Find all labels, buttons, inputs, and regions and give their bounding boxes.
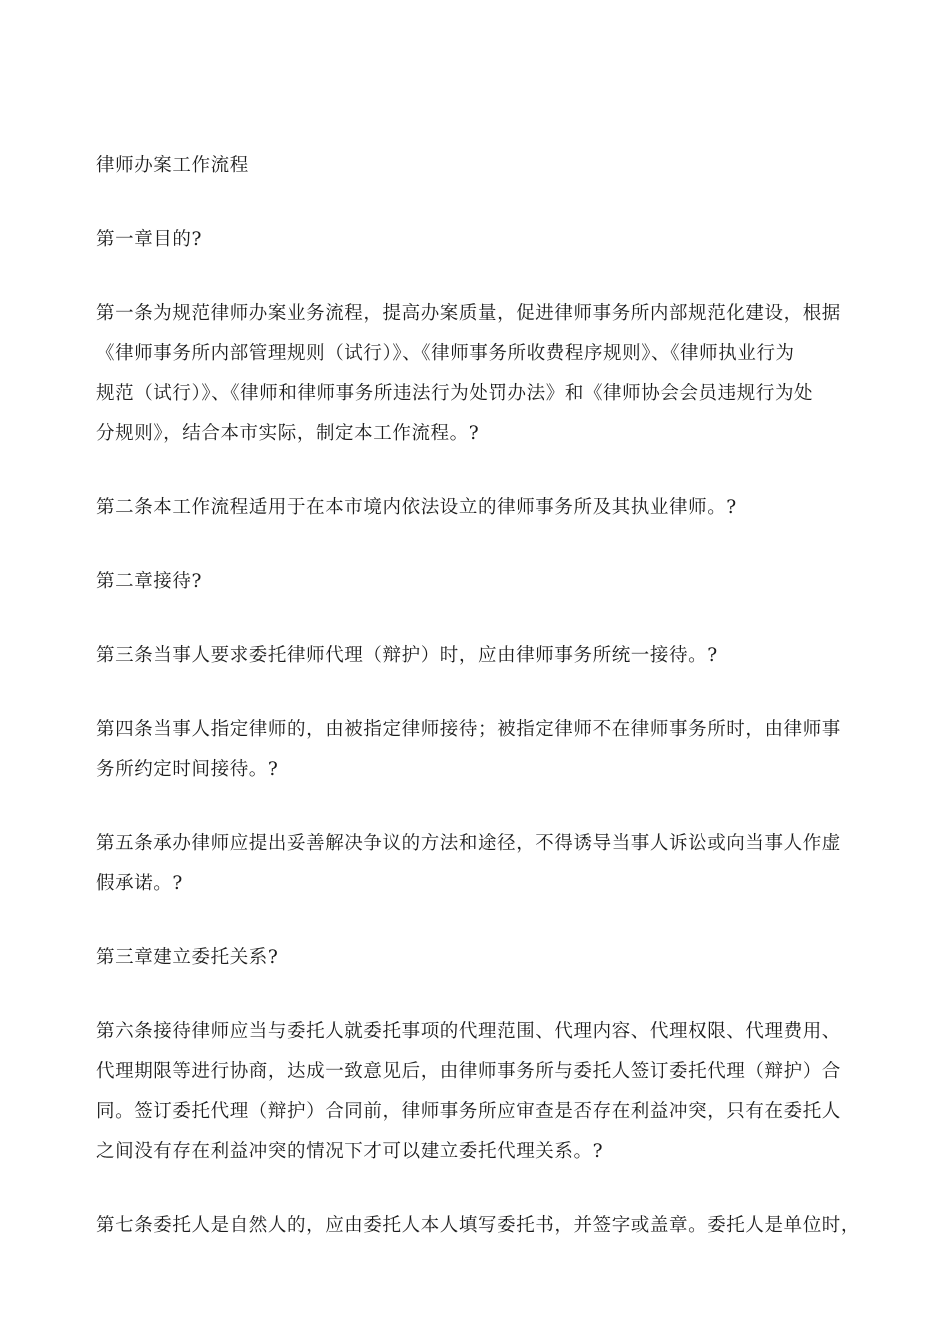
paragraph <box>96 710 848 790</box>
paragraph-line: 第三条当事人要求委托律师代理（辩护）时，应由律师事务所统一接待。? <box>96 645 718 666</box>
paragraph-line: 分规则》，结合本市实际，制定本工作流程。? <box>96 423 480 444</box>
paragraph-line: 第六条接待律师应当与委托人就委托事项的代理范围、代理内容、代理权限、代理费用、 <box>96 1021 841 1042</box>
paragraph-line: 务所约定时间接待。? <box>96 759 279 780</box>
paragraph <box>96 824 848 904</box>
paragraph <box>96 636 848 676</box>
paragraph-line: 之间没有存在利益冲突的情况下才可以建立委托代理关系。? <box>96 1141 604 1162</box>
paragraph <box>96 938 848 978</box>
paragraph-line: 同。签订委托代理（辩护）合同前，律师事务所应审查是否存在利益冲突，只有在委托人 <box>96 1101 841 1122</box>
paragraph-line: 代理期限等进行协商，达成一致意见后，由律师事务所与委托人签订委托代理（辩护）合 <box>96 1061 841 1082</box>
paragraph-line: 《律师事务所内部管理规则（试行）》、《律师事务所收费程序规则》、《律师执业行为 <box>96 343 795 364</box>
paragraph-list <box>96 220 861 1246</box>
paragraph-line: 第四条当事人指定律师的，由被指定律师接待；被指定律师不在律师事务所时，由律师事 <box>96 719 841 740</box>
paragraph-line: 第三章建立委托关系? <box>96 947 279 968</box>
paragraph <box>96 220 848 260</box>
paragraph-line: 第一条为规范律师办案业务流程，提高办案质量，促进律师事务所内部规范化建设，根据 <box>96 303 841 324</box>
document-body <box>96 146 861 1280</box>
paragraph-line: 第七条委托人是自然人的，应由委托人本人填写委托书，并签字或盖章。委托人是单位时， <box>96 1215 861 1236</box>
paragraph-line: 第一章目的? <box>96 229 203 250</box>
paragraph-line: 第二条本工作流程适用于在本市境内依法设立的律师事务所及其执业律师。? <box>96 497 737 518</box>
paragraph-line: 假承诺。? <box>96 873 183 894</box>
paragraph <box>96 488 848 528</box>
paragraph <box>96 1206 861 1246</box>
paragraph-line: 规范（试行）》、《律师和律师事务所违法行为处罚办法》和《律师协会会员违规行为处 <box>96 383 814 404</box>
paragraph <box>96 1012 848 1172</box>
paragraph <box>96 294 848 454</box>
document-title: 律师办案工作流程 <box>96 155 249 176</box>
paragraph-line: 第二章接待? <box>96 571 203 592</box>
paragraph-line: 第五条承办律师应提出妥善解决争议的方法和途径，不得诱导当事人诉讼或向当事人作虚 <box>96 833 841 854</box>
paragraph <box>96 562 848 602</box>
